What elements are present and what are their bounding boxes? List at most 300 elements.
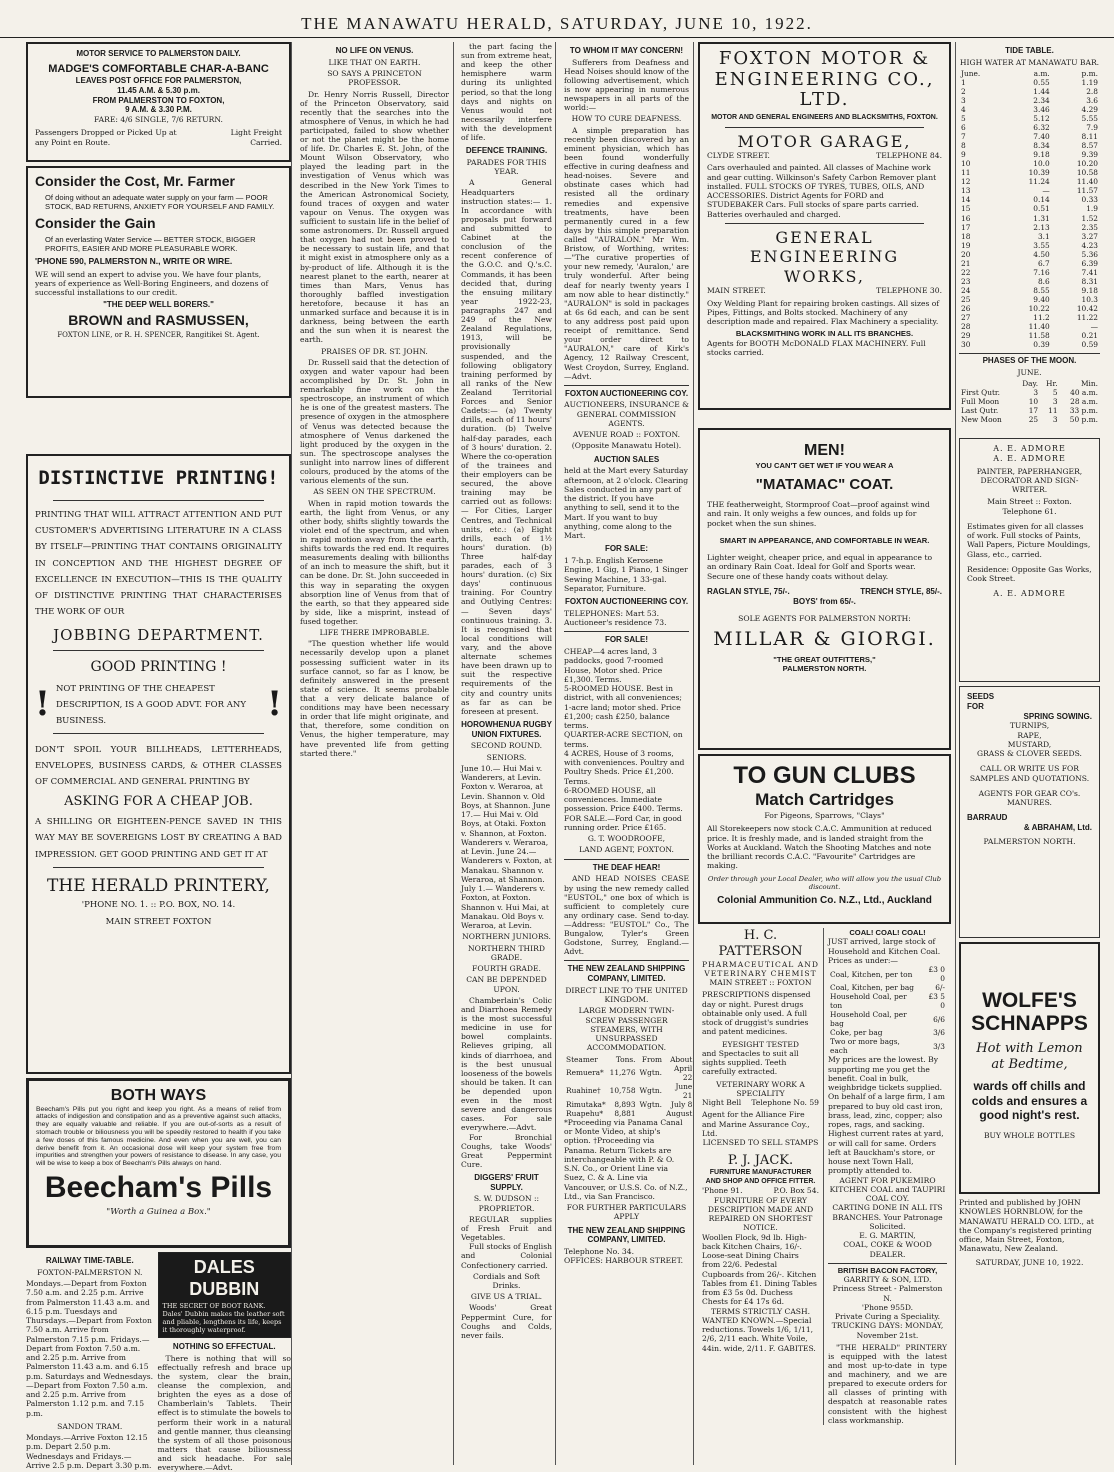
table-cell: 10.42	[1076, 303, 1098, 313]
table-cell: 1.9	[1086, 204, 1098, 214]
woods-note: Woods' Great Peppermint Cure, for Coughs and Colds, never fails.	[461, 1303, 552, 1340]
farmer-ad	[26, 166, 291, 398]
moon-row	[959, 397, 1100, 406]
farmer-phone: 'PHONE 590, PALMERSTON N., WRITE OR WIRE.	[35, 256, 233, 267]
diggers-title: DIGGERS' FRUIT SUPPLY.	[474, 1172, 539, 1192]
table-cell: 2.35	[1081, 222, 1098, 232]
table-cell: 5.36	[1081, 249, 1098, 259]
rugby-third: NORTHERN THIRD GRADE.	[468, 943, 545, 962]
concern-body: Sufferers from Deafness and Head Noises should know of the following advertisement, which is now appearing in numerous newspapers in all parts of the world:—	[564, 57, 689, 113]
table-cell: 2.34	[1033, 96, 1050, 106]
table-cell: 1.31	[1033, 213, 1050, 223]
gun-for: For Pigeons, Sparrows, "Clays"	[764, 811, 885, 820]
blacksmith-line: BLACKSMITHING WORK IN ALL ITS BRANCHES.	[735, 329, 914, 339]
wolfe-buy: BUY WHOLE BOTTLES	[983, 1130, 1076, 1140]
madge-ad	[26, 42, 291, 162]
column-2	[296, 42, 454, 1465]
table-cell: 25	[1028, 415, 1039, 425]
table-cell	[638, 1109, 664, 1118]
coal-dealer: COAL, COKE & WOOD DEALER.	[843, 1240, 932, 1259]
tide-row	[959, 114, 1100, 123]
table-cell: 4.29	[1081, 105, 1098, 115]
garage-tel: TELEPHONE 84.	[876, 151, 942, 161]
jack-box: P.O. Box 54.	[773, 1186, 819, 1196]
herald-printery-note: "THE HERALD" PRINTERY is equipped with the latest and most up-to-date in type and machinery, and we are prepared to execute orders for all classes of printing with despatch at reasonable rates consistent with the highest class workmanship.	[828, 1342, 947, 1425]
rugby-title: HOROWHENUA RUGBY UNION FIXTURES.	[461, 719, 552, 739]
forsale-cheap: CHEAP—4 acres land, 3 paddocks, good 7-roomed House, Motor shed. Price £1,300. Terms.	[564, 647, 664, 684]
farmer-heading-gain: Consider the Gain	[35, 214, 156, 231]
seeds-agents: AGENTS FOR GEAR CO's. MANURES.	[978, 788, 1081, 808]
nzs-steamers: LARGE MODERN TWIN-SCREW PASSENGER STEAMERS, WITH UNSURPASSED ACCOMMODATION.	[578, 1006, 675, 1053]
auct-avenue: AVENUE ROAD :: FOXTON.	[572, 430, 681, 440]
tide-row	[959, 340, 1100, 349]
tide-title: TIDE TABLE.	[1005, 46, 1054, 55]
patterson-eye-body: and Spectacles to suit all sights supplied. Teeth carefully extracted.	[702, 1048, 799, 1077]
table-cell: April 22	[673, 1063, 693, 1082]
admore-ad	[959, 438, 1100, 682]
column-6	[955, 42, 1103, 1465]
coal-row	[828, 965, 947, 983]
patterson-night: Night Bell	[702, 1098, 742, 1108]
tide-row	[959, 132, 1100, 141]
tide-row	[959, 241, 1100, 250]
printing-good: GOOD PRINTING !	[90, 659, 227, 676]
table-cell: Wgtn.	[639, 1086, 662, 1096]
men-sub: YOU CAN'T GET WET IF YOU WEAR A	[755, 460, 894, 470]
table-cell: 10	[1028, 397, 1039, 407]
exclaim-left-icon: !	[35, 684, 50, 724]
gun-colonial: Colonial Ammunition Co. N.Z., Ltd., Auckland	[717, 895, 932, 907]
coal-row	[828, 1037, 947, 1055]
seeds-sowing: SPRING SOWING.	[1023, 711, 1092, 721]
men-title: MEN!	[804, 442, 845, 459]
table-cell: 1.52	[1081, 213, 1098, 223]
admore-street: Main Street :: Foxton.	[987, 497, 1072, 507]
rugby-fixtures: June 10.— Hui Mai v. Wanderers, at Levin. Foxton v. Weraroa, at Levin. Shannon v. Old Boys, at Shannon. June 17.— Hui Mai v. Old Boys, at Otaki. Foxton v. Shannon, at Foxton. Wanderers v. Weraroa, at Levin. June 24.— Wanderers v. Foxton, at Manakau. Shannon v. Weraroa, at Shannon. July 1.— Wanderers v. Foxton, at Foxton. Shannon v. Hui Mai, at Manakau. Old Boys v. Weraroa, at Levin.	[461, 763, 552, 931]
table-cell: 18	[961, 231, 971, 241]
table-cell: 11	[1048, 406, 1058, 416]
tide-row	[959, 195, 1100, 204]
nzs-offices: OFFICES: HARBOUR STREET.	[564, 1256, 684, 1266]
table-cell: 29	[961, 330, 971, 340]
admore-name-2: A. E. ADMORE	[993, 453, 1066, 463]
coal-body: JUST arrived, large stock of Household and Kitchen Coal. Prices as under:—	[828, 937, 941, 965]
masthead-title: THE MANAWATU HERALD, SATURDAY, JUNE 10, 1922.	[301, 14, 813, 33]
table-cell: 10.58	[1076, 168, 1098, 178]
gun-body: All Storekeepers now stock C.A.C. Ammunition at reduced price. It is freshly made, and is landed straight from the Works at Auckland. Watch the Shooting Matches and note the brilliant records C.A.C. "Favourite" Cartridges are making.	[707, 824, 932, 871]
column-4	[560, 42, 694, 1465]
nzs-tel: Telephone No. 34.	[564, 1247, 635, 1257]
madge-l1: LEAVES POST OFFICE FOR PALMERSTON,	[75, 76, 242, 86]
nzs-apply: FOR FURTHER PARTICULARS APPLY	[566, 1203, 687, 1222]
table-cell: 6.32	[1033, 123, 1050, 133]
table-cell: June.	[961, 69, 981, 78]
concern-how: HOW TO CURE DEAFNESS.	[571, 114, 682, 124]
rugby-juniors: NORTHERN JUNIORS.	[462, 932, 551, 942]
table-cell: Coke, per bag	[830, 1028, 883, 1038]
patterson-trade: PHARMACEUTICAL AND VETERINARY CHEMIST	[702, 959, 819, 978]
effectual-body: There is nothing that will so effectually refresh and brace up the system, clear the brain, cleanse the complexion, and brighten the eyes as a dose of Chamberlain's Tablets. Their effect is to stimulate the bowels to perform their work in a natural and gentle manner, thus cleansing the system of all those poisonous matters that cause biliousness and sick headache. For sale everywhere.—Advt.	[157, 1353, 291, 1472]
coal-agent: AGENT FOR PUKEMIRO KITCHEN COAL and TAUPIRI COAL COY.	[829, 1175, 946, 1204]
imprint-date: SATURDAY, JUNE 10, 1922.	[975, 1257, 1084, 1267]
table-cell: 0.14	[1033, 195, 1050, 205]
auct-sales-body: held at the Mart every Saturday afternoon, at 2 o'clock. Clearing Sales conducted in any part of the district. If you have anything to sell, send it to the Mart. If you want to buy anything, come along to the Mart.	[564, 466, 689, 541]
venus-body: Dr. Henry Norris Russell, Director of the Princeton Observatory, said recently that the searches into the atmosphere of Venus, in which he had participated, failed to show whether or not the planet might be the home of life. Dr. Charles E. St. John, of the Mount Wilson Observatory, who played the leading part in the investigation of Venus which was described in the New York Times to the American Astronomical Society, found traces of oxygen and water vapour on Venus. The oxygen was sufficient to sustain life in the belief of some astronomers. Dr. Russell argued that oxygen had not been proved to be necessary to sustain life, and that it might exist in atmosphere only as a by-product of life. Although it is the nearest planet to the earth, nearer at times than Mars, Venus has thoroughly baffled investigation heretofore, because it has an unmarked surface and because it is in darkness, being between the earth and the sun when it is nearest the earth.	[300, 89, 449, 345]
table-cell: Rimutaka*	[566, 1099, 606, 1109]
table-cell: 9.18	[1081, 285, 1098, 295]
table-cell: 8.57	[1081, 141, 1098, 151]
farmer-heading-cost: Consider the Cost, Mr. Farmer	[35, 173, 235, 189]
table-cell: 7.41	[1081, 267, 1098, 277]
table-cell: 10.20	[1076, 159, 1098, 169]
railway-timetable	[26, 1252, 158, 1472]
tide-row	[959, 250, 1100, 259]
table-cell: 0.59	[1081, 339, 1098, 349]
seeds-rape: RAPE,	[1017, 730, 1042, 740]
table-cell: 9.40	[1033, 294, 1050, 304]
coal-head: COAL! COAL! COAL!	[849, 928, 926, 937]
table-cell: 7	[961, 132, 966, 142]
depend-title: CAN BE DEPENDED UPON.	[466, 975, 547, 994]
tide-row	[959, 214, 1100, 223]
table-cell: Ruapehu*	[566, 1108, 604, 1118]
moon-row	[959, 388, 1100, 397]
foxton-motor-name: FOXTON MOTOR & ENGINEERING CO., LTD.	[714, 48, 935, 111]
column-3	[458, 42, 556, 1465]
jack-terms: TERMS STRICTLY CASH.	[710, 1306, 811, 1316]
tide-row	[959, 168, 1100, 177]
table-cell: 3	[1033, 388, 1039, 397]
men-palmerston: PALMERSTON NORTH.	[782, 663, 867, 673]
foxton-motor-ad	[698, 42, 951, 410]
table-cell: About	[670, 1054, 693, 1064]
auct-coy: FOXTON AUCTIONEERING COY.	[564, 597, 689, 607]
farmer-text-1: Of doing without an adequate water supply on your farm — POOR STOCK, BAD RETURNS, ANXIETY FOR YOURSELF AND FAMILY.	[45, 193, 275, 212]
farmer-text-3: WE will send an expert to advise you. We have four plants, years of experience as Well-Boring Engineers, and dozens of successful installations to our credit.	[35, 269, 269, 298]
madge-right: Light Freight Carried.	[230, 128, 282, 147]
printing-phone: 'PHONE NO. 1. :: P.O. BOX, NO. 14.	[81, 900, 236, 911]
matamac-brand: "MATAMAC" COAT.	[755, 475, 894, 493]
tide-table	[959, 69, 1100, 349]
table-cell: 10.0	[1033, 159, 1050, 169]
table-cell: 40 a.m.	[1070, 388, 1098, 397]
table-cell	[959, 379, 1015, 388]
table-cell: 11,276	[609, 1068, 636, 1078]
table-cell: 3.27	[1081, 231, 1098, 241]
wolfe-brand: WOLFE'S SCHNAPPS	[971, 989, 1088, 1036]
table-cell: 21	[961, 258, 971, 268]
table-cell: First Qutr.	[961, 388, 1000, 397]
table-cell: 0.33	[1081, 195, 1098, 205]
bacon-title: BRITISH BACON FACTORY,	[828, 1263, 947, 1275]
masthead	[0, 4, 1114, 38]
patterson-body: PRESCRIPTIONS dispensed day or night. Purest drugs obtainable only used. A full stock of druggist's sundries and patent medicines.	[702, 990, 811, 1037]
table-cell: 9.39	[1081, 150, 1098, 160]
printing-good-body: NOT PRINTING OF THE CHEAPEST DESCRIPTION, IS A GOOD ADVT. FOR ANY BUSINESS.	[55, 683, 246, 726]
diggers-fruit: REGULAR supplies of Fresh Fruit and Vegetables.	[461, 1214, 552, 1243]
deaf-title: THE DEAF HEAR!	[564, 859, 689, 873]
admore-trade: PAINTER, PAPERHANGER, DECORATOR AND SIGN-WRITER.	[976, 466, 1083, 495]
printing-ad	[26, 454, 291, 1074]
forsale-quarter: QUARTER-ACRE SECTION, on terms.	[564, 730, 683, 749]
engineering-agents: Agents for BOOTH McDONALD FLAX MACHINERY. Full stocks carried.	[707, 338, 926, 357]
column-5	[698, 42, 951, 1465]
beecham-brand: Beecham's Pills	[44, 1171, 273, 1205]
seeds-mustard: MUSTARD,	[1007, 739, 1052, 749]
col5-bottom	[698, 928, 951, 1425]
table-cell: £3 0 0	[928, 965, 945, 984]
concern-title: TO WHOM IT MAY CONCERN!	[569, 46, 684, 55]
table-cell: Min.	[1080, 378, 1098, 388]
table-cell: 20	[961, 249, 971, 259]
table-cell: 27	[961, 312, 971, 322]
farmer-tag: "THE DEEP WELL BORERS."	[103, 300, 214, 310]
table-cell: 30	[961, 339, 971, 349]
table-cell: 8.11	[1081, 132, 1098, 142]
patterson-tel: Telephone No. 59	[751, 1098, 819, 1108]
table-cell: 8	[961, 141, 966, 151]
patterson-street: MAIN STREET :: FOXTON	[709, 978, 812, 988]
beecham-title: BOTH WAYS	[110, 1087, 207, 1104]
table-cell: 3	[961, 96, 966, 106]
forsale-5room: 5-ROOMED HOUSE. Best in district, with all conveniences; 1-acre land; motor shed. Price £1,200; cash £250, balance terms.	[564, 684, 682, 731]
patterson-name: H. C. PATTERSON	[718, 928, 803, 959]
tide-row	[959, 304, 1100, 313]
bacon-trucking: TRUCKING DAYS: MONDAY, November 21st.	[831, 1321, 944, 1340]
gun-match: Match Cartridges	[755, 790, 894, 810]
jack-wanted: WANTED KNOWN.—Special reductions. Towels 1/6, 1/11, 2/6, 2/11 each. White Voile, 44in. wide, 2/11. F. GABITES.	[702, 1315, 816, 1353]
tide-row	[959, 313, 1100, 322]
seeds-grass: GRASS & CLOVER SEEDS.	[977, 749, 1082, 759]
beecham-slogan: "Worth a Guinea a Box."	[106, 1206, 211, 1217]
table-cell: July 8	[670, 1099, 693, 1109]
tide-row	[959, 331, 1100, 340]
table-cell: 9	[961, 150, 966, 160]
trench-price: TRENCH STYLE, 85/-.	[860, 586, 942, 596]
madge-left: Passengers Dropped or Picked Up at any Point en Route.	[35, 128, 177, 147]
defence-title: DEFENCE TRAINING.	[465, 146, 548, 156]
seeds-call: CALL OR WRITE US FOR SAMPLES AND QUOTATIONS.	[969, 764, 1090, 783]
table-cell: Ruahine†	[566, 1086, 601, 1096]
table-cell: 10	[961, 159, 971, 169]
moon-row	[959, 406, 1100, 415]
table-cell: 19	[961, 240, 971, 250]
ship-row	[564, 1055, 694, 1064]
railway-body: Mondays.—Depart from Foxton 7.50 a.m. and 2.25 p.m. Arrive from Palmerston 11.43 a.m. and 6.15 p.m. Tuesdays and Thursdays.—Depart from Foxton 7.50 a.m. Arrive from Palmerston 7.15 p.m. Fridays.—Depart from Foxton 7.50 a.m. and 2.25 p.m. Arrive from Palmerston 11.43 a.m. and 6.15 p.m. Saturdays and Wednesdays.—Depart from Foxton 7.50 a.m. and 2.25 p.m. Arrive from Palmerston 1.12 p.m. and 7.15 p.m.	[26, 1279, 154, 1418]
effectual-title: NOTHING SO EFFECTUAL.	[172, 1342, 276, 1351]
table-cell: 11.58	[1028, 330, 1050, 340]
auct-title: FOXTON AUCTIONEERING COY.	[564, 385, 689, 399]
tide-row	[959, 159, 1100, 168]
table-cell: 8,881	[614, 1108, 636, 1118]
table-cell: 8.55	[1033, 285, 1050, 295]
printing-herald: THE HERALD PRINTERY,	[47, 875, 270, 896]
tide-row	[959, 105, 1100, 114]
madge-l4: 9 A.M. & 3.30 P.M.	[125, 105, 192, 115]
table-cell: 5	[1052, 388, 1058, 397]
coal-row	[828, 1028, 947, 1037]
table-cell: 1.19	[1081, 78, 1098, 88]
tide-row	[959, 87, 1100, 96]
admore-name-3: A. E. ADMORE	[993, 589, 1066, 599]
table-cell: 5.12	[1033, 114, 1050, 124]
table-cell: 0.51	[1033, 204, 1050, 214]
moon-row	[959, 415, 1100, 424]
sole-agents: SOLE AGENTS FOR PALMERSTON NORTH:	[738, 614, 911, 624]
admore-body: Estimates given for all classes of work. Full stocks of Paints, Wall Papers, Picture Mouldings, Glass, etc., carried.	[967, 521, 1091, 559]
table-cell: Household Coal, per bag	[830, 1010, 907, 1029]
table-cell: 8,893	[614, 1099, 636, 1109]
table-cell: Coal, Kitchen, per bag	[830, 983, 915, 993]
table-cell: 3.55	[1033, 240, 1050, 250]
venus-body4: "The question whether life would necessarily develop upon a planet possessing sufficient water in its surface cannot, so far as I know, be definitely answered in the present state of science. It seems probable that a very delicate balance of conditions may have been necessary in order that life might originate, and that, therefore, some condition on Venus, the higher temperature, may have prevented life from getting started there."	[300, 639, 449, 758]
admore-res: Residence: Opposite Gas Works, Cook Street.	[967, 564, 1092, 584]
wolfe-ad	[959, 942, 1100, 1194]
diggers-trial: GIVE US A TRIAL.	[470, 1292, 543, 1302]
table-cell: 26	[961, 303, 971, 313]
tide-row	[959, 123, 1100, 132]
table-cell: June 21	[675, 1081, 693, 1100]
outfitters: "THE GREAT OUTFITTERS,"	[773, 654, 876, 664]
venus-seen: AS SEEN ON THE SPECTRUM.	[313, 487, 436, 497]
beecham-ad	[26, 1078, 291, 1248]
madge-title: MOTOR SERVICE TO PALMERSTON DAILY.	[76, 49, 241, 58]
table-cell: 14	[961, 195, 971, 205]
venus-praise: PRAISES OF DR. ST. JOHN.	[321, 346, 428, 356]
nzs-ship-table	[564, 1055, 694, 1118]
madge-name: MADGE'S COMFORTABLE CHAR-A-BANC	[48, 62, 269, 75]
tide-row	[959, 177, 1100, 186]
table-cell: 28 a.m.	[1070, 397, 1098, 407]
table-cell: p.m.	[1081, 69, 1098, 78]
concern-body2: A simple preparation has recently been discovered by an eminent physician, which has been found wonderfully effective in curing deafness and head-noises. Severe and obstinate cases which had resisted all the ordinary remedies and expensive treatments, have been permanently cured in a few days by this simple preparation called "AURALON." Mr Wm. Bristow, of Worthing, writes:—"The curative properties of your new remedy, 'Auralon,' are truly wonderful. After being deaf for nearly twenty years I am now able to hear distinctly." "AURALON" is sold in packages at 6s 6d each, and can be sent to any address post paid upon receipt of remittance. Send your order direct to "AURALON," care of Kirk's Agency, 12 Railway Crescent, West Croydon, Surrey, England.—Advt.	[564, 125, 689, 381]
ship-row	[564, 1100, 694, 1109]
wolfe-wards: wards off chills and colds and ensures a good night's rest.	[971, 1079, 1088, 1123]
printing-dept: JOBBING DEPARTMENT.	[53, 626, 264, 645]
table-cell: Household Coal, per ton	[830, 992, 907, 1011]
table-cell: 1.44	[1033, 87, 1050, 97]
seeds-barraud: BARRAUD	[967, 813, 1008, 823]
bronch-note: For Bronchial Coughs, take Woods' Great Peppermint Cure.	[461, 1132, 552, 1169]
table-cell: £3 5 0	[928, 992, 945, 1011]
kero-title: FOR SALE:	[604, 544, 649, 554]
dales-brand: DALES DUBBIN	[189, 1257, 260, 1299]
beecham-body: Beecham's Pills put you right and keep you right. As a means of relief from attacks of indigestion and constipation and as a preventive against such attacks, they are equally valuable and reliable. If you are out-of-sorts as a result of stomach trouble or biliousness you will be speedily restored to health if you take a few doses of this famous medicine. And even when you are well, you can derive benefit from it. An occasional dose will keep your system free from impurities and strengthen your powers of resistance to disease. In any case, you will be wise to keep a box of Beecham's Pills always on hand.	[36, 1105, 281, 1168]
table-cell: Two or more bags, each	[830, 1037, 900, 1056]
dales-ad	[158, 1252, 291, 1472]
tide-row	[959, 141, 1100, 150]
table-cell: 28	[961, 321, 971, 331]
engineering-tel: TELEPHONE 30.	[876, 286, 942, 296]
moon-row	[959, 379, 1100, 388]
railway-row	[26, 1252, 291, 1472]
table-cell: 10.22	[1028, 303, 1050, 313]
table-cell: Steamer	[566, 1054, 598, 1064]
dales-body: THE SECRET OF BOOT RANK. Dales' Dubbin makes the leather soft and pliable, lengthens its life, keeps it thoroughly waterproof.	[162, 1301, 285, 1334]
diggers-conf: Full stocks of English and Colonial Confectionery carried.	[461, 1242, 552, 1270]
table-cell: 4.50	[1033, 249, 1050, 259]
venus-body3: When in rapid motion towards the earth, the light from Venus, or any other body, shifts slightly towards the violet end of the spectrum, and when in rapid motion away from the earth, shifts towards the red end. It requires measurements dealing with billionths of an inch to measure the shift, but it can be done. Dr. St. John succeeded in this way in separating the oxygen absorption line of Venus from that of the earth, so that they appeared side by side, like a misprint, instead of fused together.	[300, 498, 449, 627]
coal-row	[828, 983, 947, 992]
table-cell: 6	[961, 123, 966, 133]
bacon-phone: 'Phone 955D.	[861, 1302, 914, 1312]
farmer-foot: FOXTON LINE, or R. H. SPENCER, Rangitikei St. Agent.	[57, 331, 260, 340]
jack-list: Woollen Flock, 9d lb. High-back Kitchen Chairs, 16/-. Loose-seat Dining Chairs from 22/6. Pedestal Cupboards from 26/-. Kitchen Tables from £1. Dining Tables from £3 5s 0d. Duchess Chests for £4 17s 6d.	[702, 1232, 817, 1307]
auct-sales: AUCTION SALES	[593, 454, 660, 464]
table-cell: 11.24	[1028, 177, 1050, 187]
imprint-body: Printed and published by JOHN KNOWLES HORNBLOW, for the MANAWATU HERALD CO. LTD., at the Company's registered printing office, Main Street, Foxton, Manawatu, New Zealand.	[959, 1198, 1094, 1254]
tide-row	[959, 259, 1100, 268]
seeds-for: FOR	[967, 701, 984, 711]
coal-body2: My prices are the lowest. By supporting me you get the benefit. Coal in bulk, weighbridge tickets supplied. On behalf of a large firm, I am prepared to buy old cast iron, brass, lead, zinc, copper; also ropes, rags, and sacking. Highest current rates at yard, or will call for same. Orders left at Bauckham's store, or house next Town Hall, promptly attended to.	[828, 1055, 945, 1176]
farmer-brown-rasmussen: BROWN and RASMUSSEN,	[68, 312, 249, 329]
table-cell: Coal, Kitchen, per ton	[830, 969, 913, 979]
table-cell: Wgtn.	[639, 1068, 662, 1078]
printing-saved: A SHILLING OR EIGHTEEN-PENCE SAVED IN THIS WAY MAY BE SOVEREIGNS LOST BY CREATING A BAD IMPRESSION. GET GOOD PRINTING AND GET IT AT	[35, 817, 282, 860]
matamac-ad	[698, 428, 951, 750]
matamac-body2: Lighter weight, cheaper price, and equal in appearance to an ordinary Rain Coat. Ideal for Golf and Sports wear. Secure one of these handy coats without delay.	[707, 553, 933, 581]
table-cell: August	[665, 1108, 693, 1118]
forsale-6room: 6-ROOMED HOUSE, all conveniences. Immediate possession. Price £400. Terms.	[564, 785, 683, 814]
table-cell: 11.2	[1033, 312, 1050, 322]
engineering-body: Oxy Welding Plant for repairing broken castings. All sizes of Pipes, Fittings, and Bolts stocked. Machinery of any description made and repaired. Flax Machinery a speciality.	[707, 298, 940, 327]
madge-fare: FARE: 4/6 SINGLE, 7/6 RETURN.	[94, 115, 223, 125]
coal-carting: CARTING DONE IN ALL ITS BRANCHES. Your Patronage Solicited.	[832, 1203, 943, 1231]
table-cell: 15	[961, 204, 971, 214]
madge-l3: FROM PALMERSTON TO FOXTON,	[92, 95, 225, 105]
woodroofe-agent: LAND AGENT, FOXTON.	[579, 845, 674, 855]
woodroofe-name: G. T. WOODROOFE,	[587, 834, 666, 844]
admore-tel: Telephone 61.	[1002, 506, 1057, 516]
table-cell: 11.40	[1028, 321, 1050, 331]
table-cell: 2.8	[1086, 87, 1098, 97]
nzs-title2: THE NEW ZEALAND SHIPPING COMPANY, LIMITED.	[567, 1225, 686, 1245]
printing-title: DISTINCTIVE PRINTING!	[38, 467, 279, 489]
column-1	[26, 42, 292, 1472]
table-cell: 11	[961, 168, 971, 178]
admore-name: A. E. ADMORE	[993, 444, 1066, 454]
moon-table	[959, 379, 1100, 424]
tide-row	[959, 150, 1100, 159]
matamac-body: THE featherweight, Stormproof Coat—proof against wind and rain. It only weighs a few ounces, and folds up for pocket when the sun shines.	[707, 500, 930, 528]
table-cell: 0.55	[1033, 78, 1050, 88]
auct-phones: TELEPHONES: Mart 53. Auctioneer's residence 73.	[564, 608, 667, 628]
ship-row	[564, 1109, 694, 1118]
gun-clubs-ad	[698, 754, 951, 924]
table-cell: Tons.	[615, 1054, 636, 1064]
tide-sub: HIGH WATER AT MANAWATU BAR.	[959, 57, 1100, 67]
moon-month: JUNE.	[1017, 367, 1042, 377]
table-cell: 23	[961, 276, 971, 286]
table-cell: 16	[961, 213, 971, 223]
table-cell: Remuera*	[566, 1068, 604, 1078]
defence-sub: PARADES FOR THIS YEAR.	[466, 157, 547, 177]
printing-cheap: ASKING FOR A CHEAP JOB.	[64, 794, 253, 810]
venus-sub1: LIKE THAT ON EARTH.	[328, 57, 421, 67]
tide-row	[959, 295, 1100, 304]
patterson-agent: Agent for the Alliance Fire and Marine Assurance Coy., Ltd.	[702, 1110, 810, 1138]
engineering-street: MAIN STREET.	[707, 286, 766, 296]
table-cell: 0.21	[1081, 330, 1098, 340]
table-cell: 9.18	[1033, 150, 1050, 160]
jack-name: P. J. JACK.	[727, 1153, 794, 1169]
table-cell: 24	[961, 285, 971, 295]
coal-martin: E. G. MARTIN,	[859, 1231, 916, 1241]
table-cell: 10,758	[609, 1086, 636, 1096]
table-cell: 25	[961, 294, 971, 304]
nzs-direct: DIRECT LINE TO THE UNITED KINGDOM.	[565, 985, 688, 1005]
table-cell: 6.7	[1037, 258, 1050, 268]
